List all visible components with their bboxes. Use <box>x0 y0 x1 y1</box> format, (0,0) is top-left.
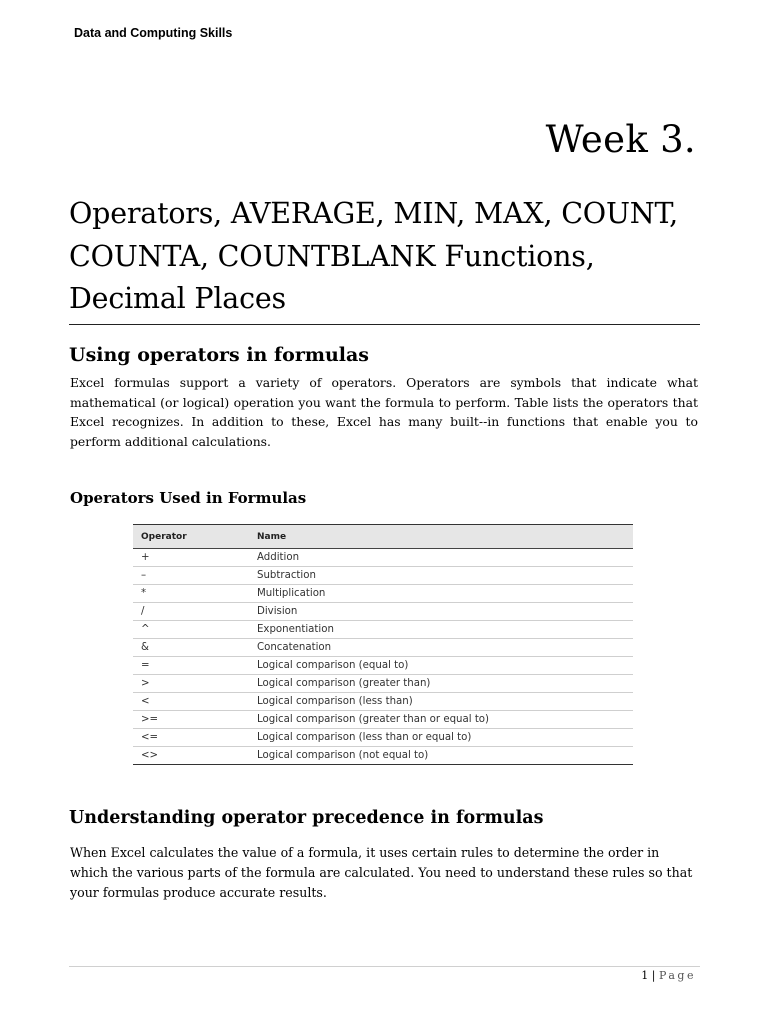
name-cell: Exponentiation <box>249 621 633 639</box>
section-heading-operator-precedence: Understanding operator precedence in formulas <box>69 808 544 828</box>
operator-cell: < <box>133 693 249 711</box>
page-footer <box>641 969 696 982</box>
footer-divider <box>69 966 700 967</box>
operator-cell: <> <box>133 747 249 765</box>
table-row <box>133 585 633 603</box>
table-row <box>133 657 633 675</box>
operator-cell: – <box>133 567 249 585</box>
name-cell: Multiplication <box>249 585 633 603</box>
section-heading-using-operators: Using operators in formulas <box>69 344 369 366</box>
footer-separator: | <box>651 969 656 982</box>
operator-cell: / <box>133 603 249 621</box>
title-divider <box>69 324 700 325</box>
name-cell: Logical comparison (greater than) <box>249 675 633 693</box>
table-row <box>133 549 633 567</box>
table-row <box>133 711 633 729</box>
operator-cell: = <box>133 657 249 675</box>
name-cell: Logical comparison (not equal to) <box>249 747 633 765</box>
table-row <box>133 603 633 621</box>
name-cell: Logical comparison (greater than or equal to) <box>249 711 633 729</box>
table-row <box>133 747 633 765</box>
name-cell: Concatenation <box>249 639 633 657</box>
name-cell: Logical comparison (equal to) <box>249 657 633 675</box>
operator-cell: >= <box>133 711 249 729</box>
table-row <box>133 675 633 693</box>
section-body-operator-precedence: When Excel calculates the value of a formula, it uses certain rules to determine the order in which the various parts of the formula are calculated. You need to understand these rules so that your formulas produce accurate results. <box>70 845 693 900</box>
page-number: 1 <box>641 969 649 982</box>
table-row <box>133 567 633 585</box>
section-body-using-operators: Excel formulas support a variety of operators. Operators are symbols that indicate what mathematical (or logical) operation you want the formula to perform. Table lists the operators that Excel recognizes. In addition to these, Excel has many built--in functions that enable you to perform additional calculations. <box>70 375 698 449</box>
name-cell: Logical comparison (less than or equal to) <box>249 729 633 747</box>
operators-table <box>133 524 633 765</box>
operator-cell: & <box>133 639 249 657</box>
name-cell: Subtraction <box>249 567 633 585</box>
week-label: Week 3. <box>545 118 696 161</box>
name-cell: Logical comparison (less than) <box>249 693 633 711</box>
running-header: Data and Computing Skills <box>74 26 233 40</box>
section-heading-operators-table: Operators Used in Formulas <box>70 489 307 507</box>
table-header-row <box>133 525 633 549</box>
name-cell: Addition <box>249 549 633 567</box>
operator-cell: + <box>133 549 249 567</box>
table-row <box>133 729 633 747</box>
operator-cell: * <box>133 585 249 603</box>
operator-cell: <= <box>133 729 249 747</box>
table-row <box>133 621 633 639</box>
name-cell: Division <box>249 603 633 621</box>
page-word: Page <box>658 969 696 982</box>
table-row <box>133 639 633 657</box>
column-header-name: Name <box>257 531 287 542</box>
column-header-operator: Operator <box>141 531 187 542</box>
document-title: Operators, AVERAGE, MIN, MAX, COUNT, COUNTA, COUNTBLANK Functions, Decimal Places <box>69 197 679 315</box>
operator-cell: > <box>133 675 249 693</box>
table-row <box>133 693 633 711</box>
operator-cell: ^ <box>133 621 249 639</box>
